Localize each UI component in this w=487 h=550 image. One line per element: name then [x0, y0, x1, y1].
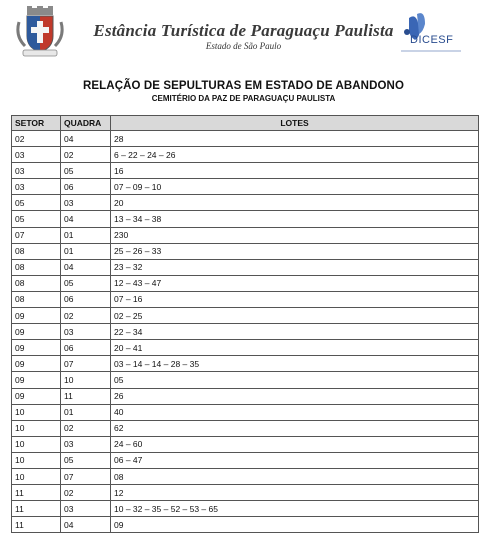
table-row [12, 227, 479, 243]
table-row [12, 211, 479, 227]
cell-quadra: 03 [61, 436, 111, 452]
cell-lotes: 230 [111, 227, 479, 243]
table-header-row [12, 116, 479, 131]
table-row [12, 131, 479, 147]
cell-lotes: 24 – 60 [111, 436, 479, 452]
cell-quadra: 02 [61, 485, 111, 501]
table-row [12, 291, 479, 307]
cell-lotes: 05 [111, 372, 479, 388]
cell-setor: 10 [12, 420, 61, 436]
table-row [12, 195, 479, 211]
cell-quadra: 04 [61, 259, 111, 275]
cell-setor: 10 [12, 404, 61, 420]
table-row [12, 340, 479, 356]
table-row [12, 404, 479, 420]
cell-lotes: 07 – 09 – 10 [111, 179, 479, 195]
document-subtitle: CEMITÉRIO DA PAZ DE PARAGUAÇU PAULISTA [151, 94, 336, 103]
cell-setor: 10 [12, 452, 61, 468]
cell-lotes: 62 [111, 420, 479, 436]
cell-setor: 11 [12, 485, 61, 501]
header-subtitle: Estado de São Paulo [205, 41, 282, 51]
cell-quadra: 05 [61, 452, 111, 468]
cell-lotes: 02 – 25 [111, 308, 479, 324]
cell-lotes: 03 – 14 – 14 – 28 – 35 [111, 356, 479, 372]
cell-lotes: 40 [111, 404, 479, 420]
cell-lotes: 07 – 16 [111, 291, 479, 307]
table-row [12, 517, 479, 533]
cell-setor: 11 [12, 501, 61, 517]
cell-lotes: 26 [111, 388, 479, 404]
header-title: Estância Turística de Paraguaçu Paulista [93, 21, 394, 40]
cell-quadra: 03 [61, 501, 111, 517]
cell-quadra: 02 [61, 147, 111, 163]
cell-quadra: 11 [61, 388, 111, 404]
cell-quadra: 02 [61, 420, 111, 436]
cell-setor: 10 [12, 436, 61, 452]
table-row [12, 468, 479, 484]
cell-setor: 09 [12, 308, 61, 324]
cell-quadra: 06 [61, 291, 111, 307]
table-row [12, 163, 479, 179]
cell-setor: 09 [12, 356, 61, 372]
cell-setor: 11 [12, 517, 61, 533]
cell-setor: 03 [12, 147, 61, 163]
cell-setor: 03 [12, 179, 61, 195]
cell-quadra: 01 [61, 227, 111, 243]
table-row [12, 243, 479, 259]
table-row [12, 372, 479, 388]
cell-setor: 09 [12, 324, 61, 340]
cell-lotes: 16 [111, 163, 479, 179]
column-header-setor: SETOR [12, 116, 61, 131]
cell-quadra: 10 [61, 372, 111, 388]
cell-setor: 02 [12, 131, 61, 147]
cell-lotes: 25 – 26 – 33 [111, 243, 479, 259]
table-row [12, 420, 479, 436]
cell-setor: 10 [12, 468, 61, 484]
cell-setor: 05 [12, 211, 61, 227]
cell-quadra: 01 [61, 243, 111, 259]
cell-setor: 09 [12, 372, 61, 388]
cell-setor: 08 [12, 275, 61, 291]
cell-setor: 08 [12, 291, 61, 307]
graves-table [11, 115, 479, 533]
table-row [12, 388, 479, 404]
cell-lotes: 12 [111, 485, 479, 501]
cell-setor: 08 [12, 259, 61, 275]
cell-setor: 09 [12, 388, 61, 404]
cell-lotes: 20 – 41 [111, 340, 479, 356]
table-row [12, 452, 479, 468]
cell-quadra: 03 [61, 195, 111, 211]
cell-quadra: 05 [61, 163, 111, 179]
cell-lotes: 06 – 47 [111, 452, 479, 468]
cell-lotes: 28 [111, 131, 479, 147]
cell-lotes: 6 – 22 – 24 – 26 [111, 147, 479, 163]
logo-text: DICESF [410, 34, 454, 46]
cell-quadra: 04 [61, 211, 111, 227]
table-row [12, 259, 479, 275]
cell-quadra: 07 [61, 468, 111, 484]
cell-setor: 09 [12, 340, 61, 356]
cell-lotes: 20 [111, 195, 479, 211]
column-header-quadra: QUADRA [61, 116, 111, 131]
cell-quadra: 06 [61, 179, 111, 195]
cell-quadra: 04 [61, 131, 111, 147]
cell-quadra: 03 [61, 324, 111, 340]
cell-setor: 03 [12, 163, 61, 179]
cell-quadra: 06 [61, 340, 111, 356]
table-row [12, 501, 479, 517]
cell-lotes: 12 – 43 – 47 [111, 275, 479, 291]
cell-lotes: 23 – 32 [111, 259, 479, 275]
cell-setor: 07 [12, 227, 61, 243]
cell-lotes: 13 – 34 – 38 [111, 211, 479, 227]
column-header-lotes: LOTES [111, 116, 479, 131]
cell-setor: 08 [12, 243, 61, 259]
table-row [12, 147, 479, 163]
document-title: RELAÇÃO DE SEPULTURAS EM ESTADO DE ABANDONO [83, 80, 404, 92]
cell-lotes: 22 – 34 [111, 324, 479, 340]
table-row [12, 179, 479, 195]
cell-lotes: 10 – 32 – 35 – 52 – 53 – 65 [111, 501, 479, 517]
municipal-crest-icon [15, 6, 65, 58]
cell-quadra: 07 [61, 356, 111, 372]
table-row [12, 356, 479, 372]
cell-lotes: 09 [111, 517, 479, 533]
table-row [12, 485, 479, 501]
cell-quadra: 05 [61, 275, 111, 291]
table-row [12, 436, 479, 452]
table-row [12, 308, 479, 324]
table-row [12, 275, 479, 291]
cell-setor: 05 [12, 195, 61, 211]
cell-quadra: 04 [61, 517, 111, 533]
table-row [12, 324, 479, 340]
cell-quadra: 01 [61, 404, 111, 420]
cell-lotes: 08 [111, 468, 479, 484]
logo-tagline [401, 50, 461, 52]
cell-quadra: 02 [61, 308, 111, 324]
